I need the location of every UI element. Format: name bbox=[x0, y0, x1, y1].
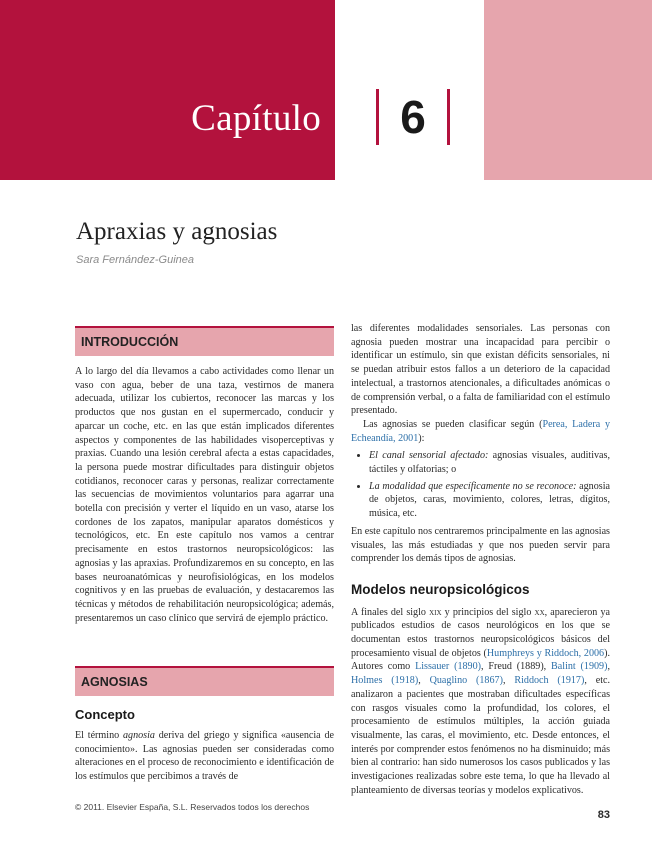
author: Sara Fernández-Guinea bbox=[76, 254, 195, 266]
intro-body bbox=[75, 365, 334, 625]
paragraph-classification bbox=[351, 418, 610, 445]
citation-link[interactable]: Balint (1909) bbox=[551, 661, 608, 673]
paragraph-continued: las diferentes modalidades sensoriales. Las personas con agnosia pueden mostrar una incapacidad para percibir o identificar un estímulo, sin que existan déficits sensoriales, ni se puedan atribuir estos fallos a un deterioro de la capacidad intelectual, a trastornos atencionales, a dificultades anómicas o de comprensión verbal, o a falta de familiaridad con el estímulo presentado. bbox=[351, 323, 610, 417]
intro-paragraph: A lo largo del día llevamos a cabo actividades como llenar un vaso con agua, beber de una taza, vestirnos de manera adecuada, utilizar los cubiertos, reconocer las marcas y los productos que nos gustan en el supermercado, conducir y aparcar un coche, etc. en las que están implicados diferentes aspectos y componentes de las habilidades visoperceptivas y praxias. Cuando una lesión cerebral afecta a estas capacidades, la persona puede mostrar dificultades para distinguir objetos cotidianos, reconocer caras y personas, realizar correctamente las secuencias de movimientos voluntarios para agarrar una botella con precisión y verter el líquido en un vaso, atarse los cordones de los zapatos, manipular aparatos domésticos y tecnológicos, etc. En este capítulo nos vamos a centrar precisamente en estos trastornos neuropsicológicos: las agnosias y las apraxias. Profundizaremos en su concepto, en las bases neuroanatómicas y neurofisiológicas, en los modelos cognitivos y en las pruebas de evaluación, y destacaremos las técnicas y métodos de rehabilitación neuropsicológica; además, presentaremos un caso clínico que servirá de ejemplo práctico. bbox=[75, 366, 334, 624]
citation-link[interactable]: Riddoch (1917) bbox=[514, 675, 585, 687]
classification-list bbox=[351, 449, 610, 521]
text-run: ): bbox=[418, 432, 425, 444]
paragraph-focus: En este capítulo nos centraremos principalmente en las agnosias visuales, las más estudiadas y que nos pueden servir para comprender los demás tipos de agnosias. bbox=[351, 525, 610, 565]
century-numeral: xx bbox=[534, 606, 545, 618]
text-run: , bbox=[418, 675, 430, 687]
section-heading-intro: INTRODUCCIÓN bbox=[75, 326, 334, 356]
paragraph-models bbox=[351, 606, 610, 798]
citation-link[interactable]: Holmes (1918) bbox=[351, 675, 419, 687]
text-run: , aparecieron ya publicados estudios de casos neurológicos en los que se documentan estos trastornos neuropsicológicos básicos del procesamiento visual de objetos ( bbox=[351, 606, 610, 659]
list-item bbox=[369, 480, 610, 521]
chapter-number: 6 bbox=[376, 89, 450, 145]
list-item-term: La modalidad que específicamente no se reconoce: bbox=[369, 480, 577, 492]
text-run: , Freud (1889), bbox=[481, 661, 552, 673]
right-column bbox=[351, 322, 610, 798]
text-run: , bbox=[502, 675, 515, 687]
copyright-notice: © 2011. Elsevier España, S.L. Reservados todos los derechos bbox=[75, 802, 310, 812]
header-band-right bbox=[484, 0, 652, 180]
text-run: Las agnosias se pueden clasificar según ( bbox=[363, 418, 543, 430]
text-run: ). Autores como bbox=[351, 647, 610, 673]
list-item-text: agnosias visuales, auditivas, táctiles y olfatorias; o bbox=[369, 450, 610, 476]
text-run: y principios del siglo bbox=[441, 606, 535, 618]
text-run: , etc. analizaron a pacientes que mostraban dificultades específicas con rasgos visuales como la profundidad, los colores, el procesamiento de estímulos múltiples, la acción guiada visualmente, las caras, el movimiento, etc. Desde entonces, el interés por comprender estos fenómenos no ha disminuido; más bien al contrario: han sido numerosos los casos publicados y las investigaciones realizadas sobre este tema, lo que ha llevado al planteamiento de diversas teorías y modelos explicativos. bbox=[351, 675, 611, 796]
list-item bbox=[369, 449, 610, 476]
chapter-word: Capítulo bbox=[191, 98, 321, 139]
agnosias-body bbox=[75, 729, 334, 784]
citation-link[interactable]: Quaglino (1867) bbox=[429, 675, 503, 687]
citation-link[interactable]: Lissauer (1890) bbox=[415, 661, 482, 673]
section-heading-agnosias: AGNOSIAS bbox=[75, 666, 334, 696]
list-item-text: agnosia de objetos, caras, movimiento, colores, letras, dígitos, música, etc. bbox=[369, 480, 610, 520]
page-number: 83 bbox=[597, 809, 610, 821]
term-agnosia: agnosia bbox=[122, 730, 155, 741]
text-run: A finales del siglo bbox=[351, 606, 430, 618]
text-run: , bbox=[607, 661, 610, 673]
list-item-term: El canal sensorial afectado: bbox=[369, 450, 489, 462]
citation-link[interactable]: Perea, Ladera y Echeandía, 2001 bbox=[351, 418, 611, 444]
agnosias-paragraph bbox=[75, 729, 334, 784]
century-numeral: xix bbox=[429, 606, 442, 618]
text-run: deriva del griego y significa «ausencia de conocimiento». Las agnosias pueden ser consideradas como alteraciones en el proceso de reconocimiento e identificación de los estímulos que percibimos a través de bbox=[75, 730, 334, 783]
chapter-title: Apraxias y agnosias bbox=[76, 218, 278, 245]
subheading-concepto: Concepto bbox=[75, 707, 135, 722]
citation-link[interactable]: Humphreys y Riddoch, 2006 bbox=[486, 647, 605, 659]
text-run: El término bbox=[75, 730, 123, 741]
subheading-modelos: Modelos neuropsicológicos bbox=[351, 581, 530, 597]
header-band-left bbox=[0, 0, 335, 180]
